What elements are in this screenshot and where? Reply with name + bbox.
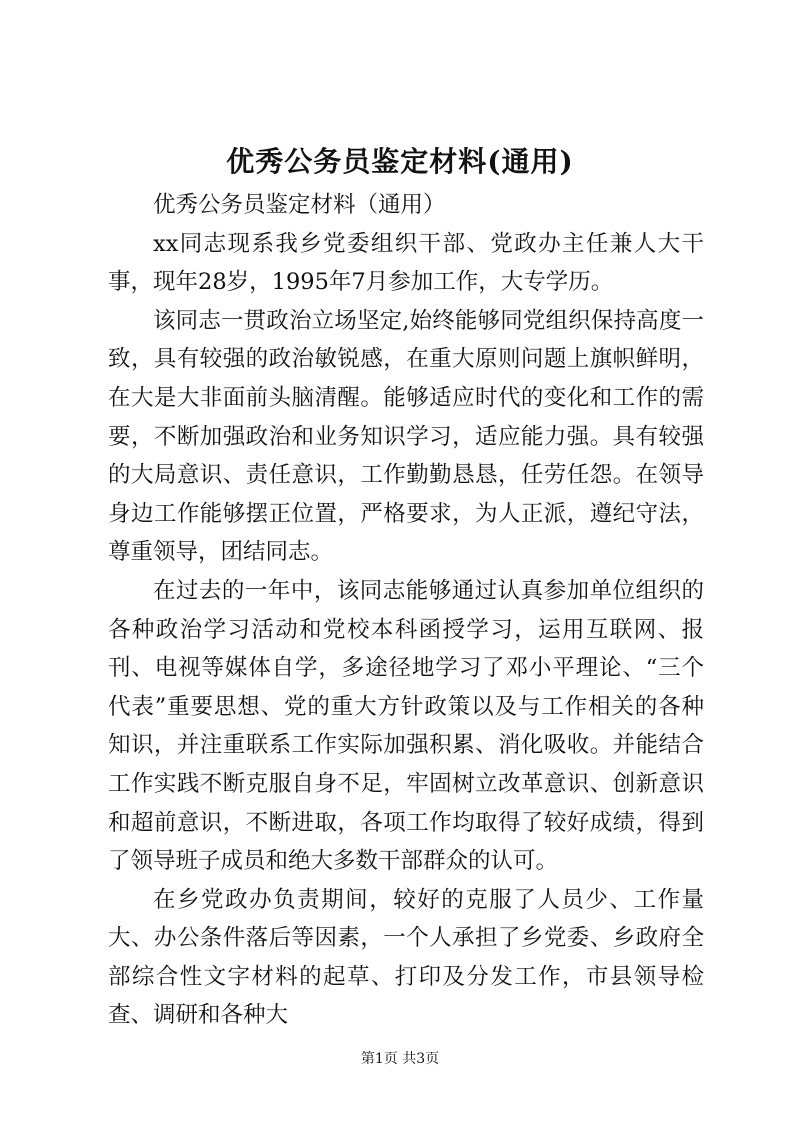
page-number-footer: 第1页 共3页 — [360, 1051, 440, 1067]
document-title: 优秀公务员鉴定材料(通用) — [226, 145, 574, 178]
document-body — [108, 186, 704, 1035]
paragraph-study: 在过去的一年中，该同志能够通过认真参加单位组织的各种政治学习活动和党校本科函授学习，运用互联网、报刊、电视等媒体自学，多途径地学习了邓小平理论、“三个代表”重要思想、党的重大方针政策以及与工作相关的各种知识，并注重联系工作实际加强积累、消化吸收。并能结合工作实践不断克服自身不足，牢固树立改革意识、创新意识和超前意识，不断进取，各项工作均取得了较好成绩，得到了领导班子成员和绝大多数干部群众的认可。 — [108, 577, 704, 875]
paragraph-introduction: xx同志现系我乡党委组织干部、党政办主任兼人大干事，现年28岁，1995年7月参加工作，大专学历。 — [108, 230, 704, 296]
paragraph-office-work: 在乡党政办负责期间，较好的克服了人员少、工作量大、办公条件落后等因素，一个人承担了乡党委、乡政府全部综合性文字材料的起草、打印及分发工作，市县领导检查、调研和各种大 — [108, 886, 704, 1029]
paragraph-subtitle: 优秀公务员鉴定材料（通用） — [153, 192, 446, 218]
paragraph-political-stance: 该同志一贯政治立场坚定,始终能够同党组织保持高度一致，具有较强的政治敏锐感，在重大原则问题上旗帜鲜明，在大是大非面前头脑清醒。能够适应时代的变化和工作的需要，不断加强政治和业务知识学习，适应能力强。具有较强的大局意识、责任意识，工作勤勤恳恳，任劳任怨。在领导身边工作能够摆正位置，严格要求，为人正派，遵纪守法，尊重领导，团结同志。 — [108, 307, 704, 566]
